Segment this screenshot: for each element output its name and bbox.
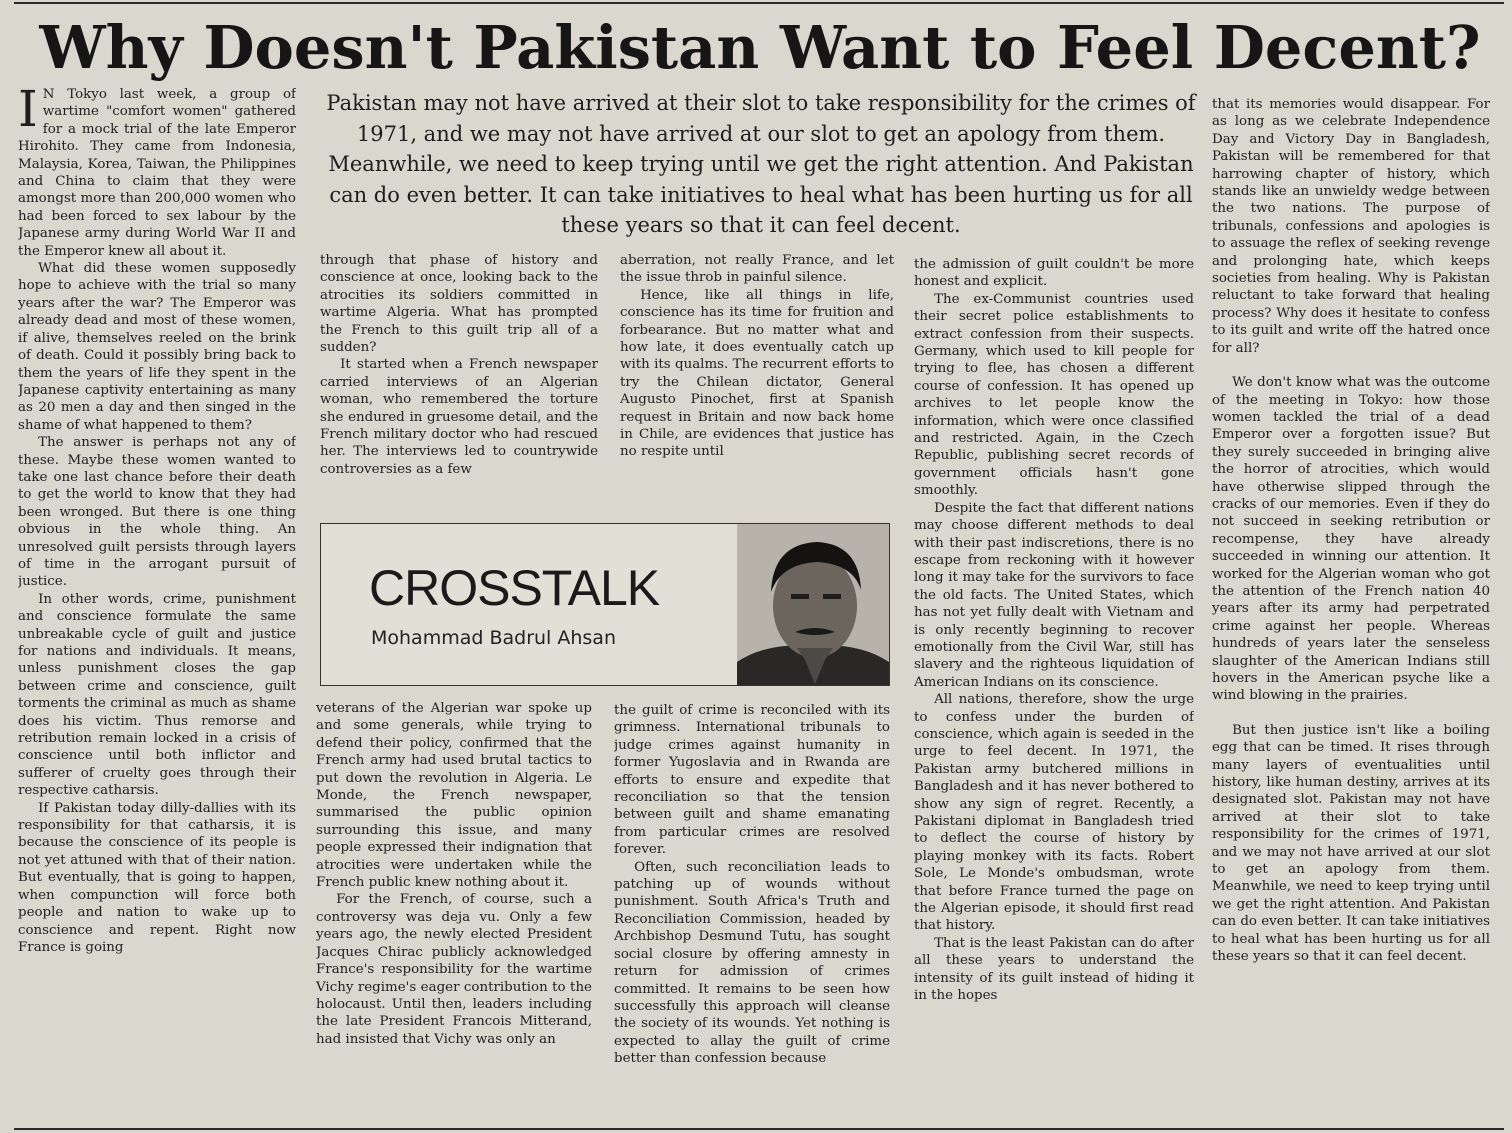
paragraph: That is the least Pakistan can do after all these years to understand the intensity of its guilt instead of hiding it in the hopes xyxy=(914,935,1194,1004)
paragraph: We don't know what was the outcome of the meeting in Tokyo: how those women tackled the trial of a dead Emperor over a forgotten issue? But they surely succeeded in bringing alive the horror of atrocities, which would have otherwise slipped through the cracks of our memories. Even if they do not succeed in seeking retribution or recompense, they have already succeeded in winning our attention. It worked for the Algerian woman who got the attention of the French nation 40 years after its army had perpetrated crime against her people. Whereas hundreds of years later the senseless slaughter of the American Indians still hovers in the American psyche like a wind blowing in the prairies. xyxy=(1212,375,1490,704)
paragraph: It started when a French newspaper carried interviews of an Algerian woman, who remembered the torture she endured in gruesome detail, and the French military doctor who had rescued her. The interviews led to countrywide controversies as a few xyxy=(320,357,598,477)
portrait-image xyxy=(737,524,889,685)
opening-paragraph xyxy=(18,86,296,260)
paragraph: through that phase of history and conscience at once, looking back to the atrocities its soldiers committed in wartime Algeria. What has prompted the French to this guilt trip all of a sudden? xyxy=(320,253,598,356)
paragraph: But then justice isn't like a boiling egg that can be timed. It rises through many layers of eventualities until history, like human destiny, arrives at its designated slot. Pakistan may not have arrived at their slot to take responsibility for the crimes of 1971, and we may not have arrived at our slot to get an apology from them. Meanwhile, we need to keep trying until we get the right attention. And Pakistan can do even better. It can take initiatives to heal what has been hurting us for all these years so that it can feel decent. xyxy=(1212,722,1490,965)
paragraph: The ex-Communist countries used their secret police establishments to extract confession from their suspects. Germany, which used to kill people for trying to flee, has chosen a different course of confession. It has opened up archives to let people know the information, which were once classified and restricted. Again, in the Czech Republic, publishing secret records of government officials hasn't gone smoothly. xyxy=(914,291,1194,499)
author-photo xyxy=(737,524,889,685)
paragraph: If Pakistan today dilly-dallies with its responsibility for that catharsis, it is because the conscience of its people is not yet attuned with that of their nation. But eventually, that is going to happen, when compunction will force both people and nation to wake up to conscience and repent. Right now France is going xyxy=(18,800,296,955)
pull-quote: Pakistan may not have arrived at their slot to take responsibility for the crimes of 1971, and we may not have arrived at our slot to get an apology from them. Meanwhile, we need to keep trying until we get the right attention. And Pakistan can do even better. It can take initiatives to heal what has been hurting us for all these years so that it can feel decent. xyxy=(326,91,1196,237)
headline: Why Doesn't Pakistan Want to Feel Decent? xyxy=(39,13,1481,82)
top-rule xyxy=(14,2,1504,4)
article-column-5 xyxy=(1212,96,1490,1124)
paragraph: Despite the fact that different nations may choose different methods to deal with their past indiscretions, there is no escape from reckoning with it however long it may take for the survivors to face the old facts. The United States, which has not yet fully dealt with Vietnam and is only recently beginning to recover emotionally from the Civil War, still has slavery and the righteous liquidation of American Indians on its conscience. xyxy=(914,500,1194,690)
paragraph: All nations, therefore, show the urge to confess under the burden of conscience, which again is seeded in the urge to feel decent. In 1971, the Pakistan army butchered millions in Bangladesh and it has never bothered to show any sign of regret. Recently, a Pakistani diplomat in Bangladesh tried to deflect the course of history by playing monkey with its facts. Robert Sole, Le Monde's ombudsman, wrote that before France turned the page on the Algerian episode, it should first read that history. xyxy=(914,692,1194,934)
article-column-2-bottom xyxy=(316,700,592,1122)
column-label-box xyxy=(320,523,890,686)
article-column-4 xyxy=(914,256,1194,1122)
paragraph: What did these women supposedly hope to achieve with the trial so many years after the war? The Emperor was already dead and most of these women, if alive, themselves reeled on the brink of death. Could it possibly bring back to them the years of life they spent in the Japanese captivity entertaining as many as 20 men a day and then singed in the shame of what happened to them? xyxy=(18,261,296,433)
paragraph: veterans of the Algerian war spoke up and some generals, while trying to defend their policy, confirmed that the French army had used brutal tactics to put down the revolution in Algeria. Le Monde, the French newspaper, summarised the public opinion surrounding this issue, and many people expressed their indignation that atrocities were undertaken while the French public knew nothing about it. xyxy=(316,701,592,891)
paragraph-text: N Tokyo last week, a group of wartime "comfort women" gathered for a mock trial of the late Emperor Hirohito. They came from Indonesia, Malaysia, Korea, Taiwan, the Philippines and China to claim that they were amongst more than 200,000 women who had been forced to sex labour by the Japanese army during World War II and the Emperor knew all about it. xyxy=(18,87,296,259)
paragraph: In other words, crime, punishment and conscience formulate the same unbreakable cycle of guilt and justice for nations and individuals. It means, unless punishment closes the gap between crime and conscience, guilt torments the criminal as much as shame does his victim. Thus remorse and retribution remain locked in a crisis of conscience until both inflictor and sufferer of cruelty goes through their respective catharsis. xyxy=(18,591,296,799)
article-column-3-bottom xyxy=(614,702,890,1122)
paragraph: Hence, like all things in life, conscience has its time for fruition and forbearance. But no matter what and how late, it does eventually catch up with its qualms. The recurrent efforts to try the Chilean dictator, General Augusto Pinochet, first at Spanish request in Britain and now back home in Chile, are evidences that justice has no respite until xyxy=(620,287,894,460)
article-column-3-top xyxy=(620,252,894,510)
byline: Mohammad Badrul Ahsan xyxy=(371,627,616,649)
column-label: CROSSTALK xyxy=(369,560,660,616)
paragraph: the guilt of crime is reconciled with its grimness. International tribunals to judge crimes against humanity in former Yugoslavia and in Rwanda are efforts to ensure and expedite that reconciliation so that the tension between guilt and shame emanating from particular crimes are resolved forever. xyxy=(614,703,890,858)
paragraph: that its memories would disappear. For as long as we celebrate Independence Day and Victory Day in Bangladesh, Pakistan will be remembered for that harrowing chapter of history, which stands like an unwieldy wedge between the two nations. The purpose of tribunals, confessions and apologies is to assuage the reflex of seeking revenge and prolonging hate, which keeps societies from healing. Why is Pakistan reluctant to take forward that healing process? Why does it hesitate to confess to its guilt and write off the hatred once for all? xyxy=(1212,97,1490,356)
paragraph: For the French, of course, such a controversy was deja vu. Only a few years ago, the newly elected President Jacques Chirac publicly acknowledged France's responsibility for the wartime Vichy regime's eager contribution to the holocaust. Until then, leaders including the late President Francois Mitterand, had insisted that Vichy was only an xyxy=(316,892,592,1047)
paragraph: the admission of guilt couldn't be more honest and explicit. xyxy=(914,257,1194,290)
paragraph: Often, such reconciliation leads to patching up of wounds without punishment. South Africa's Truth and Reconciliation Commission, headed by Archbishop Desmund Tutu, has sought social closure by offering amnesty in return for admission of crimes committed. It remains to be seen how successfully this approach will cleanse the society of its wounds. Yet nothing is expected to allay the guilt of crime better than confession because xyxy=(614,859,890,1067)
article-column-2-top xyxy=(320,252,598,510)
article-column-1 xyxy=(18,86,296,1120)
paragraph: aberration, not really France, and let the issue throb in painful silence. xyxy=(620,253,894,286)
drop-cap: I xyxy=(18,86,38,138)
paragraph: The answer is perhaps not any of these. Maybe these women wanted to take one last chance before their death to get the world to know that they had been wronged. But there is one thing obvious in the whole thing. An unresolved guilt persists through layers of time in the arrogant pursuit of justice. xyxy=(18,435,296,590)
bottom-rule xyxy=(14,1128,1504,1130)
